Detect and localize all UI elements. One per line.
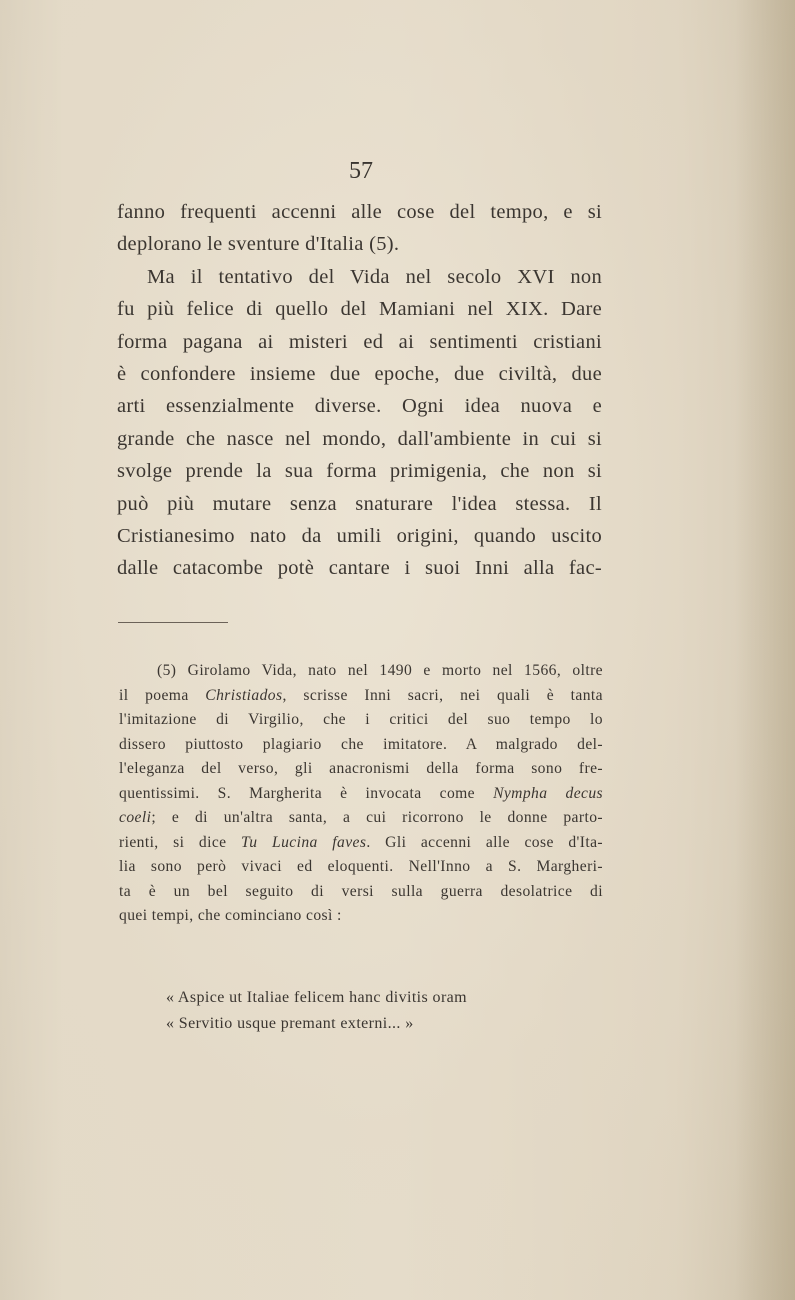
text-line: fanno frequenti accenni alle cose del tempo, e si bbox=[117, 201, 602, 223]
footnote-line: lia sono però vivaci ed eloquenti. Nell'Inno a S. Margheri- bbox=[119, 858, 603, 875]
footnote-line: dissero piuttosto plagiario che imitatore. A malgrado del- bbox=[119, 735, 603, 753]
text-line: arti essenzialmente diverse. Ogni idea nuova e bbox=[117, 395, 602, 418]
verse-line: « Servitio usque premant externi... » bbox=[166, 1015, 414, 1032]
footnote-italic: Christiados bbox=[205, 686, 283, 704]
footnote-line: l'eleganza del verso, gli anacronismi della forma sono fre- bbox=[119, 760, 603, 777]
footnote-line bbox=[119, 831, 603, 856]
text-line: svolge prende la sua forma primigenia, che non si bbox=[117, 460, 602, 483]
page-edge-shadow bbox=[735, 0, 795, 1300]
quoted-verses bbox=[166, 985, 566, 1037]
footnote-text: rienti, si dice bbox=[119, 833, 242, 851]
footnote-italic: Nympha decus bbox=[493, 784, 604, 802]
text-line: fu più felice di quello del Mamiani nel XIX. Dare bbox=[117, 298, 602, 321]
footnote-text: , scrisse Inni sacri, nei quali è tanta bbox=[282, 686, 603, 704]
text-line: deplorano le sventure d'Italia (5). bbox=[117, 233, 400, 256]
text-line: Ma il tentativo del Vida nel secolo XVI non bbox=[147, 265, 602, 288]
main-text bbox=[117, 196, 602, 585]
footnote-line bbox=[119, 806, 603, 831]
footnote-line: ta è un bel seguito di versi sulla guerra desolatrice di bbox=[119, 882, 603, 900]
footnote-line: (5) Girolamo Vida, nato nel 1490 e morto nel 1566, oltre bbox=[157, 662, 603, 679]
footnote-line bbox=[119, 782, 603, 807]
text-line: dalle catacombe potè cantare i suoi Inni alla fac- bbox=[117, 557, 602, 580]
footnote-italic: coeli bbox=[119, 809, 152, 826]
text-line: può più mutare senza snaturare l'idea stessa. Il bbox=[117, 492, 602, 515]
verse-line: « Aspice ut Italiae felicem hanc divitis oram bbox=[166, 989, 468, 1006]
text-line: è confondere insieme due epoche, due civiltà, due bbox=[117, 363, 602, 386]
footnote-line: l'imitazione di Virgilio, che i critici del suo tempo lo bbox=[119, 711, 603, 728]
page-number: 57 bbox=[349, 158, 373, 184]
footnote-line: quei tempi, che cominciano così : bbox=[119, 907, 342, 924]
text-line: forma pagana ai misteri ed ai sentimenti cristiani bbox=[117, 330, 602, 353]
text-line: grande che nasce nel mondo, dall'ambiente in cui si bbox=[117, 427, 602, 450]
footnote-text: . Gli accenni alle cose d'Ita- bbox=[366, 833, 603, 851]
footnote-italic: Tu Lucina faves bbox=[241, 833, 367, 851]
footnote-separator bbox=[118, 622, 228, 623]
footnote-text: ; e di un'altra santa, a cui ricorrono le donne parto- bbox=[151, 809, 603, 826]
footnote-line bbox=[119, 684, 603, 709]
footnote-text: il poema bbox=[119, 686, 206, 704]
footnote bbox=[119, 659, 603, 929]
footnote-text: quentissimi. S. Margherita è invocata come bbox=[119, 784, 494, 802]
text-line: Cristianesimo nato da umili origini, quando uscito bbox=[117, 525, 602, 548]
